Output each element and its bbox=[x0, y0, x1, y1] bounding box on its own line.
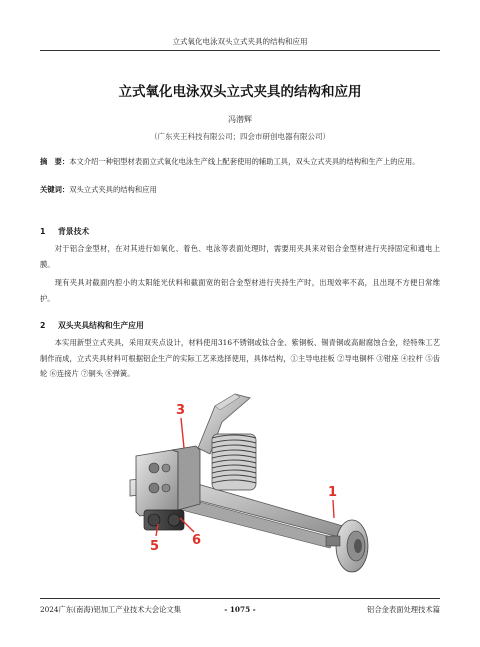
abstract bbox=[40, 155, 440, 169]
header-rule bbox=[40, 50, 440, 51]
running-header: 立式氧化电泳双头立式夹具的结构和应用 bbox=[172, 37, 308, 46]
callout-number: 3 bbox=[176, 403, 186, 418]
callout-arrow bbox=[333, 500, 334, 518]
section-title: 背景技术 bbox=[58, 227, 90, 236]
page-number: - 1075 - bbox=[224, 605, 256, 614]
callout-arrow bbox=[181, 418, 184, 448]
section-title: 双头夹具结构和生产应用 bbox=[58, 321, 144, 330]
author-affiliation: （广东夹王科技有限公司；四会市研创电器有限公司） bbox=[150, 132, 330, 141]
callout-number: 6 bbox=[192, 533, 202, 548]
clamp-figure bbox=[100, 388, 380, 593]
section-heading-2 bbox=[40, 320, 144, 331]
keywords bbox=[40, 185, 440, 195]
article-title: 立式氧化电泳双头立式夹具的结构和应用 bbox=[118, 84, 362, 100]
footer-section: 铝合金表面处理技术篇 bbox=[367, 605, 440, 614]
paragraph: 对于铝合金型材，在对其进行如氧化、着色、电泳等表面处理时，需要用夹具来对铝合金型材进行夹持固定和通电上膜。 bbox=[40, 244, 440, 269]
abstract-label: 摘 要： bbox=[40, 157, 70, 166]
keywords-text: 双头立式夹具的结构和应用 bbox=[69, 185, 157, 194]
abstract-text: 本文介绍一种铝型材表面立式氧化电泳生产线上配套使用的辅助工具，双头立式夹具的结构和生产上的应用。 bbox=[69, 157, 420, 166]
footer-proceedings: 2024广东(南海)铝加工产业技术大会论文集 bbox=[40, 605, 182, 614]
section-number: 2 bbox=[40, 321, 46, 330]
section-number: 1 bbox=[40, 227, 46, 236]
author-name: 冯潜辉 bbox=[228, 115, 252, 124]
clamp-body bbox=[136, 446, 200, 516]
footer-rule bbox=[40, 598, 440, 599]
paragraph: 现有夹具对截面内腔小的太阳能光伏料和截面宽的铝合金型材进行夹持生产时，出现效率不高，且出现不方便日常维护。 bbox=[40, 278, 440, 303]
keywords-label: 关键词： bbox=[40, 185, 70, 194]
callout-number: 5 bbox=[150, 539, 160, 554]
spring bbox=[212, 434, 256, 490]
jaw-gears bbox=[144, 510, 184, 530]
section-heading-1 bbox=[40, 226, 89, 237]
paragraph: 本实用新型立式夹具，采用双夹点设计，材料使用316不锈钢或钛合金、紫铜板、锡青铜或高耐腐蚀合金，经特殊工艺制作而成，立式夹具材料可根据铝企生产的实际工艺来选择使用，具体结构，①主导电挂板 ②导电铜杯 ③钳座 ④拉杆 ⑤齿轮 ⑥连接片 ⑦铜头 ⑧弹簧。 bbox=[40, 338, 440, 378]
callout-number: 1 bbox=[328, 485, 338, 500]
